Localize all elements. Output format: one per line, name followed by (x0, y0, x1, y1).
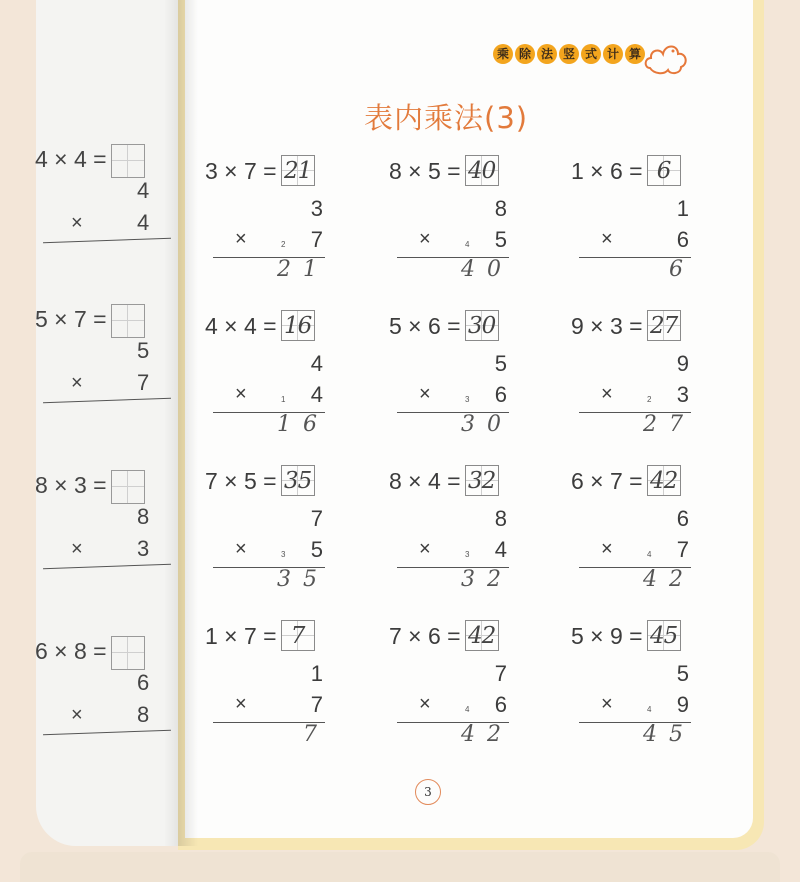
handwritten-answer: 45 (649, 623, 678, 650)
answer-box (281, 620, 315, 651)
multiplicand: 9 (676, 351, 689, 376)
times-sign: × (235, 693, 247, 715)
times-sign: × (71, 372, 83, 394)
handwritten-answer: 35 (283, 468, 312, 495)
handwritten-result: 16 (277, 412, 329, 437)
multiplicand: 4 (310, 351, 323, 376)
handwritten-answer: 27 (649, 313, 678, 340)
handwritten-result: 42 (461, 722, 513, 747)
handwritten-answer: 21 (283, 158, 312, 185)
cloud-icon (644, 38, 690, 78)
equation: 8 × 4 = 32 (389, 463, 499, 495)
multiplier: 7 (310, 692, 323, 717)
equation: 1 × 6 = 6 (571, 153, 681, 185)
times-sign: × (419, 228, 431, 250)
multiplier: 7 (310, 227, 323, 252)
handwritten-result: 40 (461, 257, 513, 282)
times-sign: × (71, 212, 83, 234)
section-label-char: 式 (581, 44, 601, 64)
left-page (36, 0, 186, 846)
multiplier: 6 (676, 227, 689, 252)
carry-digit: 2 (281, 240, 286, 249)
next-page-edge (20, 852, 780, 882)
left-problem (35, 302, 175, 395)
left-problem (35, 634, 175, 727)
carry-digit: 4 (647, 705, 652, 714)
handwritten-answer: 32 (467, 468, 496, 495)
problem (571, 463, 711, 593)
equation: 7 × 5 = 35 (205, 463, 315, 495)
multiplier: 5 (494, 227, 507, 252)
section-label-char: 算 (625, 44, 645, 64)
times-sign: × (601, 228, 613, 250)
left-problem (35, 142, 175, 235)
multiplier: 3 (137, 536, 150, 561)
answer-box (111, 144, 145, 178)
equation: 6 × 8 = (35, 634, 175, 668)
carry-digit: 4 (465, 240, 470, 249)
multiplier: 4 (494, 537, 507, 562)
multiplier: 8 (137, 702, 150, 727)
multiplier: 6 (494, 382, 507, 407)
multiplier: 5 (310, 537, 323, 562)
multiplier: 9 (676, 692, 689, 717)
times-sign: × (419, 693, 431, 715)
carry-digit: 3 (465, 550, 470, 559)
section-label-char: 法 (537, 44, 557, 64)
page-title: 表内乘法(3) (364, 101, 529, 135)
multiplicand: 5 (676, 661, 689, 686)
carry-digit: 3 (465, 395, 470, 404)
multiplicand: 3 (310, 196, 323, 221)
equation: 3 × 7 = 21 (205, 153, 315, 185)
section-label-char: 竖 (559, 44, 579, 64)
equation: 1 × 7 = 7 (205, 618, 315, 650)
problem (389, 308, 529, 438)
carry-digit: 1 (281, 395, 286, 404)
carry-digit: 2 (647, 395, 652, 404)
times-sign: × (235, 228, 247, 250)
answer-box (465, 465, 499, 496)
multiplicand: 1 (310, 661, 323, 686)
spine-shadow (178, 0, 198, 846)
multiplier: 7 (676, 537, 689, 562)
multiplicand: 5 (494, 351, 507, 376)
equation: 4 × 4 = (35, 142, 175, 176)
times-sign: × (71, 704, 83, 726)
multiplier: 3 (676, 382, 689, 407)
answer-box (647, 620, 681, 651)
multiplicand: 4 (137, 178, 150, 203)
handwritten-result: 30 (461, 412, 513, 437)
handwritten-result: 45 (643, 722, 695, 747)
multiplier: 6 (494, 692, 507, 717)
handwritten-result: 42 (643, 567, 695, 592)
section-label-char: 计 (603, 44, 623, 64)
problem (205, 463, 345, 593)
times-sign: × (235, 383, 247, 405)
handwritten-result: 27 (643, 412, 695, 437)
problem (205, 618, 345, 748)
problem (571, 618, 711, 748)
problem (571, 308, 711, 438)
answer-box (111, 470, 145, 504)
handwritten-result: 6 (669, 257, 695, 282)
multiplicand: 8 (137, 504, 150, 529)
times-sign: × (419, 538, 431, 560)
answer-box (281, 310, 315, 341)
carry-digit: 4 (465, 705, 470, 714)
carry-digit: 4 (647, 550, 652, 559)
equation: 6 × 7 = 42 (571, 463, 681, 495)
answer-box (465, 155, 499, 186)
equation: 9 × 3 = 27 (571, 308, 681, 340)
handwritten-answer: 42 (649, 468, 678, 495)
answer-box (465, 310, 499, 341)
handwritten-result: 32 (461, 567, 513, 592)
handwritten-answer: 7 (290, 623, 305, 650)
answer-box (647, 310, 681, 341)
times-sign: × (71, 538, 83, 560)
multiplier: 7 (137, 370, 150, 395)
times-sign: × (235, 538, 247, 560)
multiplicand: 6 (676, 506, 689, 531)
times-sign: × (419, 383, 431, 405)
answer-box (281, 155, 315, 186)
equation: 5 × 9 = 45 (571, 618, 681, 650)
equation: 8 × 3 = (35, 468, 175, 502)
handwritten-answer: 30 (467, 313, 496, 340)
answer-box (647, 465, 681, 496)
answer-box (465, 620, 499, 651)
carry-digit: 3 (281, 550, 286, 559)
equation: 8 × 5 = 40 (389, 153, 499, 185)
multiplicand: 7 (310, 506, 323, 531)
handwritten-result: 7 (303, 722, 329, 747)
equation: 4 × 4 = 16 (205, 308, 315, 340)
page-number: 3 (415, 779, 441, 805)
answer-box (111, 636, 145, 670)
multiplicand: 7 (494, 661, 507, 686)
times-sign: × (601, 538, 613, 560)
multiplicand: 1 (676, 196, 689, 221)
problem (389, 153, 529, 283)
handwritten-answer: 40 (467, 158, 496, 185)
left-problem (35, 468, 175, 561)
multiplicand: 5 (137, 338, 150, 363)
handwritten-answer: 42 (467, 623, 496, 650)
section-label (493, 44, 645, 64)
multiplier: 4 (137, 210, 150, 235)
handwritten-answer: 6 (656, 158, 671, 185)
problem (571, 153, 711, 283)
multiplicand: 6 (137, 670, 150, 695)
section-label-char: 除 (515, 44, 535, 64)
problem (205, 153, 345, 283)
handwritten-answer: 16 (283, 313, 312, 340)
answer-box (281, 465, 315, 496)
times-sign: × (601, 383, 613, 405)
times-sign: × (601, 693, 613, 715)
multiplicand: 8 (494, 506, 507, 531)
multiplicand: 8 (494, 196, 507, 221)
multiplier: 4 (310, 382, 323, 407)
problem (389, 463, 529, 593)
equation: 5 × 7 = (35, 302, 175, 336)
problem (205, 308, 345, 438)
equation: 5 × 6 = 30 (389, 308, 499, 340)
problem (389, 618, 529, 748)
equation: 7 × 6 = 42 (389, 618, 499, 650)
section-label-char: 乘 (493, 44, 513, 64)
answer-box (111, 304, 145, 338)
handwritten-result: 35 (277, 567, 329, 592)
handwritten-result: 21 (277, 257, 329, 282)
answer-box (647, 155, 681, 186)
